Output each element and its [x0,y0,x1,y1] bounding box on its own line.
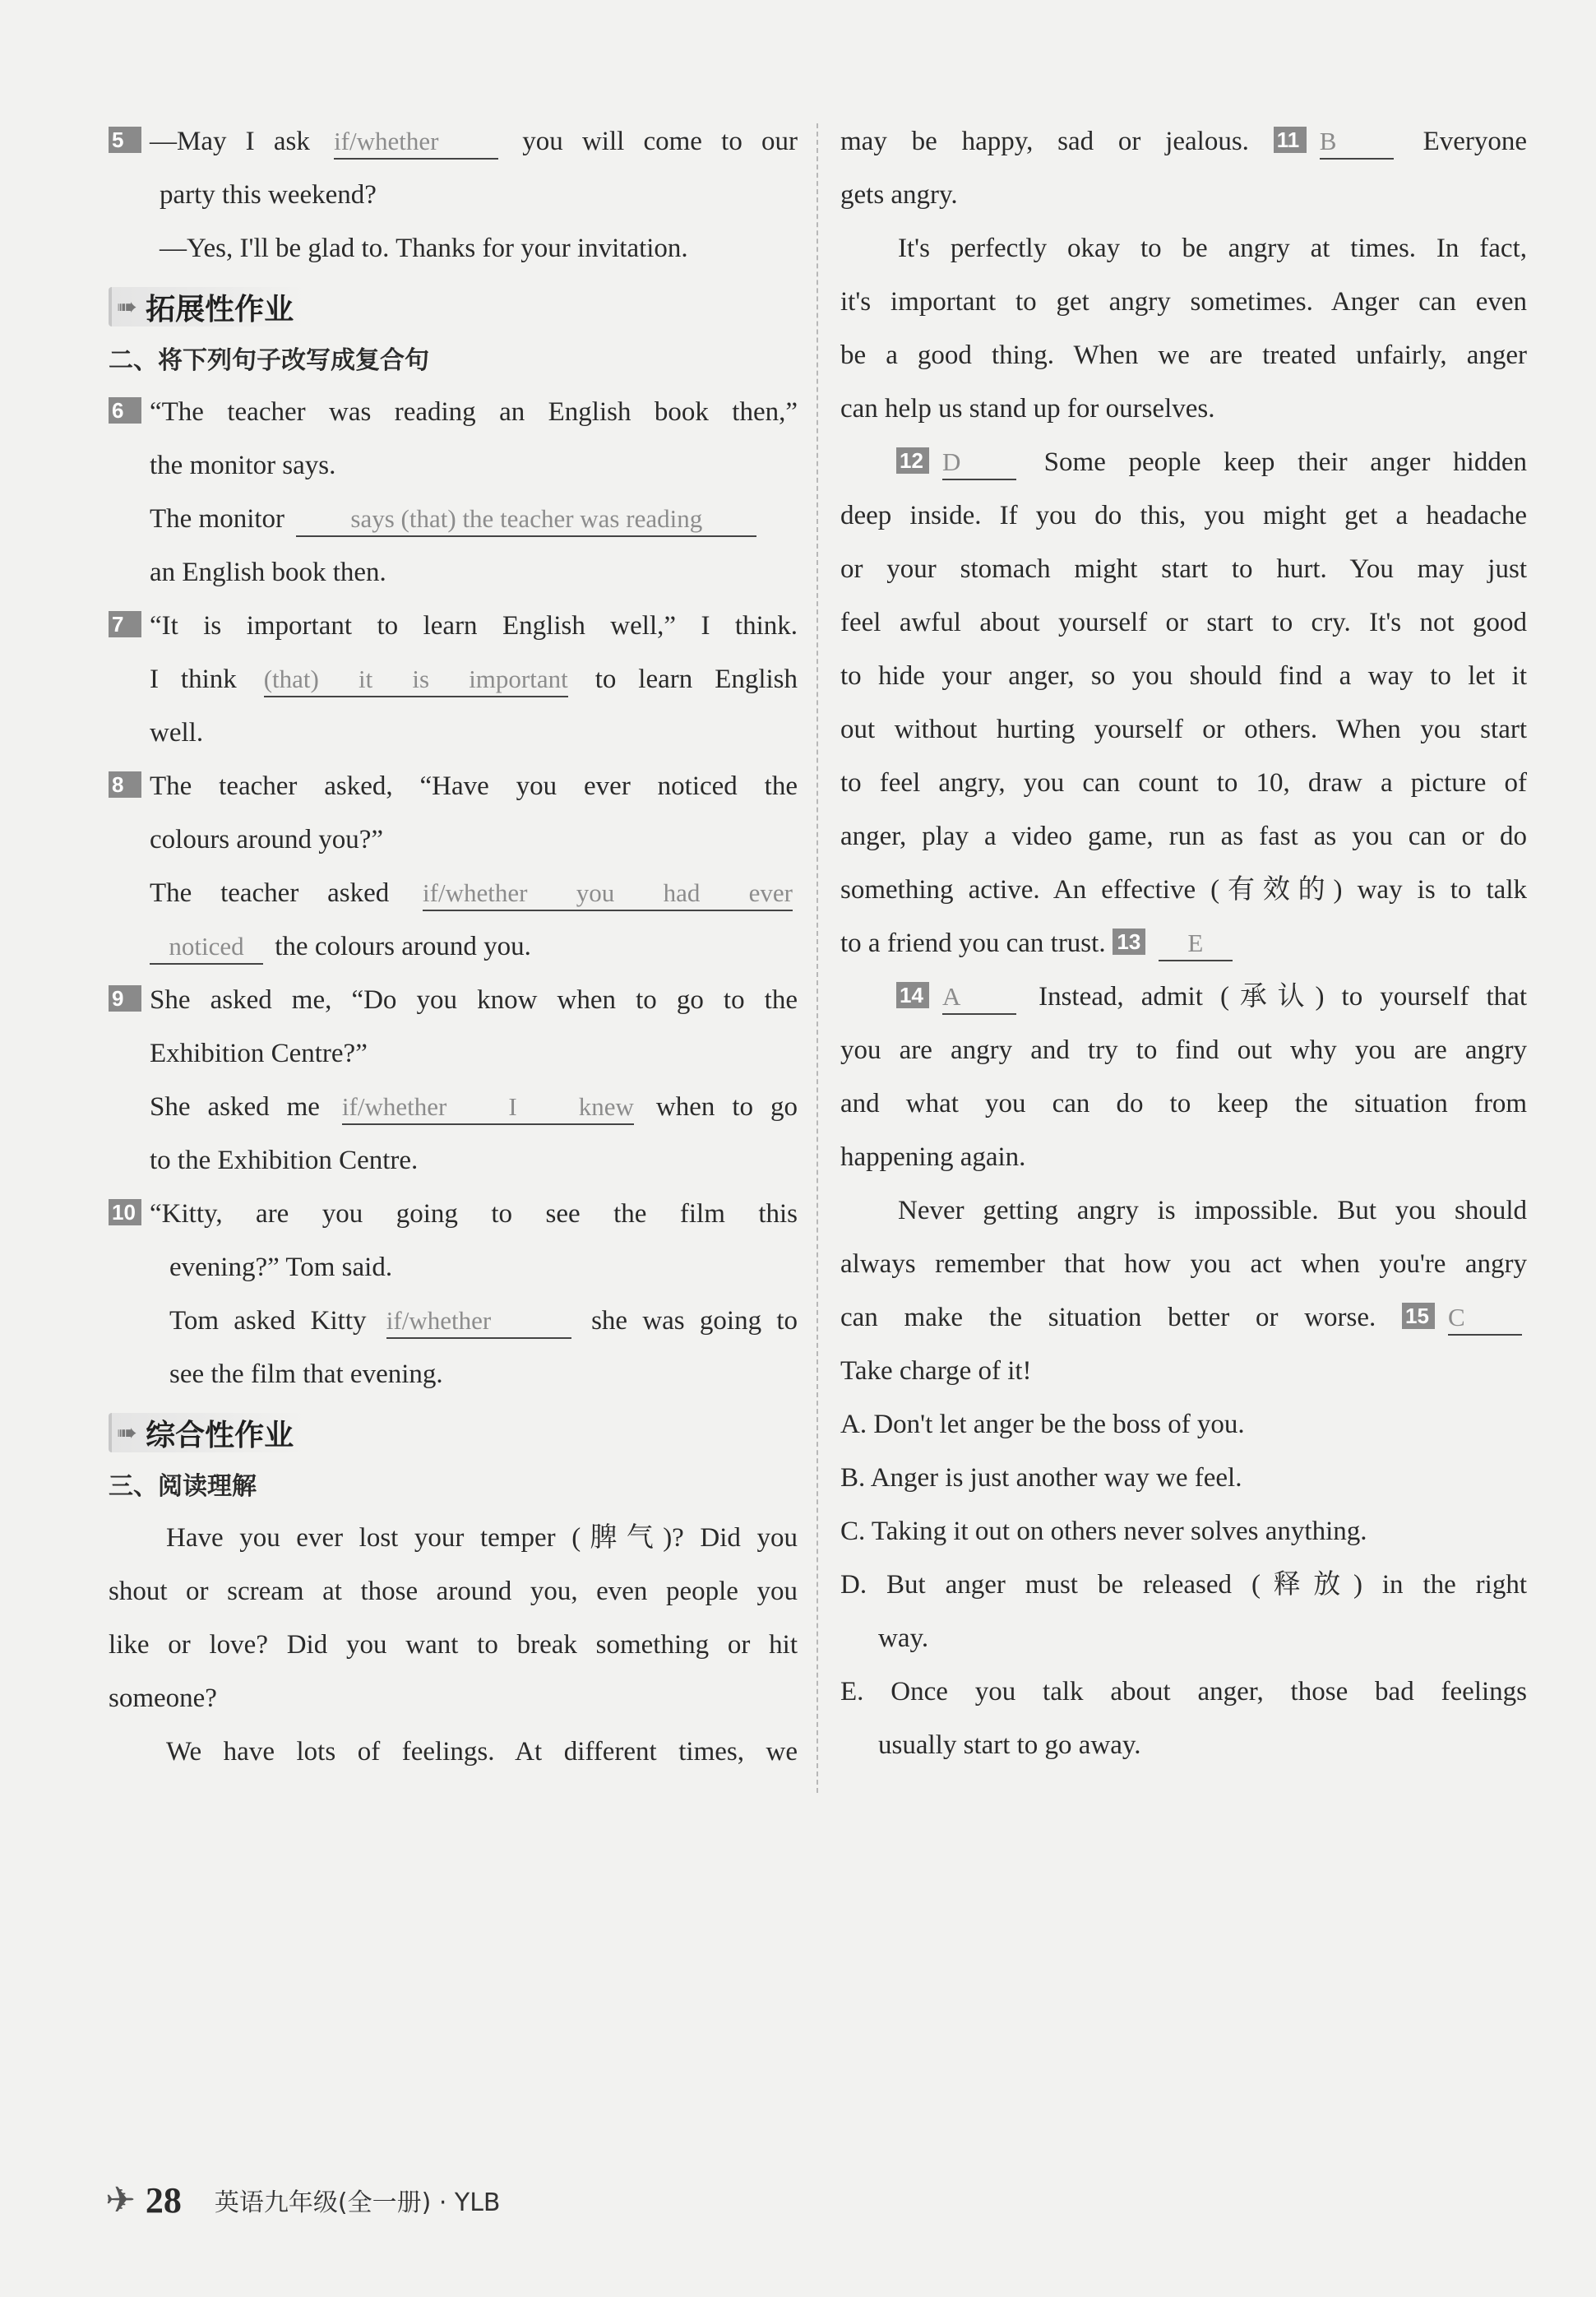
book-title: 英语九年级(全一册) · YLB [214,2188,501,2217]
reading-line: deep inside. If you do this, you might get a headache [840,501,1527,530]
bird-logo-icon: ✈ [105,2179,136,2221]
q8-line-1: 8 The teacher asked, “Have you ever noticed the [109,760,798,813]
q5-line-1: 5 —May I ask if/whether you will come to our [109,115,798,169]
right-column [840,115,1527,1772]
answer-blank[interactable]: D [942,446,1016,480]
reading-line: Never getting angry is impossible. But you should [898,1196,1527,1225]
q9-line-2: Exhibition Centre?” [150,1039,368,1068]
q10-line-4: see the film that evening. [169,1359,443,1389]
option-d-cont: way. [878,1623,929,1653]
reading-line: someone? [109,1683,217,1713]
section-2-heading: 二、将下列句子改写成复合句 [109,346,429,375]
option-c: C. Taking it out on others never solves anything. [840,1517,1367,1546]
q8-line-4: noticed the colours around you. [109,920,798,974]
reading-line: to a friend you can trust. 13 E [840,917,1527,970]
reading-line: Have you ever lost your temper (脾气)? Did you [166,1523,798,1553]
question-number: 10 [109,1199,141,1225]
q7-line-1: 7 “It is important to learn English well,” I think. [109,600,798,653]
q10-line-1: 10 “Kitty, are you going to see the film this [109,1188,798,1241]
reading-line: gets angry. [840,180,958,210]
reading-line: We have lots of feelings. At different times, we [166,1737,798,1767]
reading-line: It's perfectly okay to be angry at times. In fact, [898,234,1527,263]
page-number: 28 [145,2179,182,2221]
reading-line: Take charge of it! [840,1356,1032,1386]
reading-line: 12 D Some people keep their anger hidden [840,436,1527,489]
arrow-icon: ➠ [117,292,138,322]
option-a: A. Don't let anger be the boss of you. [840,1410,1245,1439]
answer-blank[interactable]: says (that) the teacher was reading [296,502,756,537]
answer-blank[interactable]: noticed [150,930,263,965]
option-e: E. Once you talk about anger, those bad feelings [840,1677,1527,1707]
question-number: 5 [109,127,141,153]
reading-line: to feel angry, you can count to 10, draw a picture of [840,768,1527,798]
answer-blank[interactable]: (that) it is important [264,663,568,697]
section-title: 拓展性作业 [146,292,294,326]
reading-line: anger, play a video game, run as fast as you can or do [840,822,1527,851]
q7-line-3: well. [150,718,204,748]
reading-line: can help us stand up for ourselves. [840,394,1215,424]
answer-blank[interactable]: A [942,980,1016,1015]
reading-line: feel awful about yourself or start to cry. It's not good [840,608,1527,637]
reading-line: 14 A Instead, admit (承认) to yourself that [840,970,1527,1024]
section-extended-homework [109,279,798,335]
reading-line: to hide your anger, so you should find a way to let it [840,661,1527,691]
left-column [109,115,798,1779]
q9-line-3: She asked me if/whether I knew when to go [109,1081,798,1134]
q6-line-3: The monitor says (that) the teacher was reading [109,493,798,546]
q6-line-2: the monitor says. [150,451,336,480]
q5-line-2: party this weekend? [160,180,377,210]
option-b: B. Anger is just another way we feel. [840,1463,1242,1493]
q6-line-1: 6 “The teacher was reading an English book then,” [109,386,798,439]
q8-line-3: The teacher asked if/whether you had ever [109,867,798,920]
q7-line-2: I think (that) it is important to learn English [109,653,798,706]
question-number: 6 [109,397,141,424]
reading-line: can make the situation better or worse. 15 C [840,1291,1527,1345]
answer-blank[interactable]: if/whether you had ever [423,877,793,911]
q9-line-4: to the Exhibition Centre. [150,1146,419,1175]
option-d: D. But anger must be released (释放) in the right [840,1570,1527,1600]
arrow-icon: ➠ [117,1418,138,1447]
reading-line: be a good thing. When we are treated unfairly, anger [840,340,1527,370]
reading-line: or your stomach might start to hurt. You may just [840,554,1527,584]
q10-line-3: Tom asked Kitty if/whether she was going to [109,1294,798,1348]
reading-line: shout or scream at those around you, even people you [109,1577,798,1606]
q5-line-3: —Yes, I'll be glad to. Thanks for your invitation. [160,234,688,263]
question-number: 13 [1113,929,1145,955]
column-divider [817,123,818,1793]
reading-line: and what you can do to keep the situation from [840,1089,1527,1118]
section-title: 综合性作业 [146,1418,294,1452]
answer-blank[interactable]: E [1159,927,1233,961]
reading-line: happening again. [840,1142,1026,1172]
q10-line-2: evening?” Tom said. [169,1253,393,1282]
question-number: 12 [896,447,929,474]
q8-line-2: colours around you?” [150,825,384,854]
question-number: 9 [109,985,141,1012]
question-number: 14 [896,982,929,1008]
reading-line: may be happy, sad or jealous. 11 B Everyone [840,115,1527,169]
reading-line: it's important to get angry sometimes. Anger can even [840,287,1527,317]
section-3-heading: 三、阅读理解 [109,1472,257,1501]
answer-blank[interactable]: if/whether [334,125,498,160]
reading-line: something active. An effective (有效的) way is to talk [840,875,1527,905]
option-e-cont: usually start to go away. [878,1730,1141,1760]
answer-blank[interactable]: if/whether [386,1304,571,1339]
section-comprehensive-homework [109,1405,798,1461]
answer-blank[interactable]: B [1320,125,1394,160]
question-number: 7 [109,611,141,637]
page-footer [105,2171,501,2229]
q6-line-4: an English book then. [150,558,386,587]
q9-line-1: 9 She asked me, “Do you know when to go to the [109,974,798,1027]
reading-line: you are angry and try to find out why you are angry [840,1035,1527,1065]
question-number: 15 [1402,1303,1435,1329]
question-number: 8 [109,771,141,798]
question-number: 11 [1274,127,1307,153]
reading-line: always remember that how you act when you're angry [840,1249,1527,1279]
answer-blank[interactable]: C [1448,1301,1522,1336]
answer-blank[interactable]: if/whether I knew [342,1091,634,1125]
reading-line: out without hurting yourself or others. When you start [840,715,1527,744]
reading-line: like or love? Did you want to break something or hit [109,1630,798,1660]
